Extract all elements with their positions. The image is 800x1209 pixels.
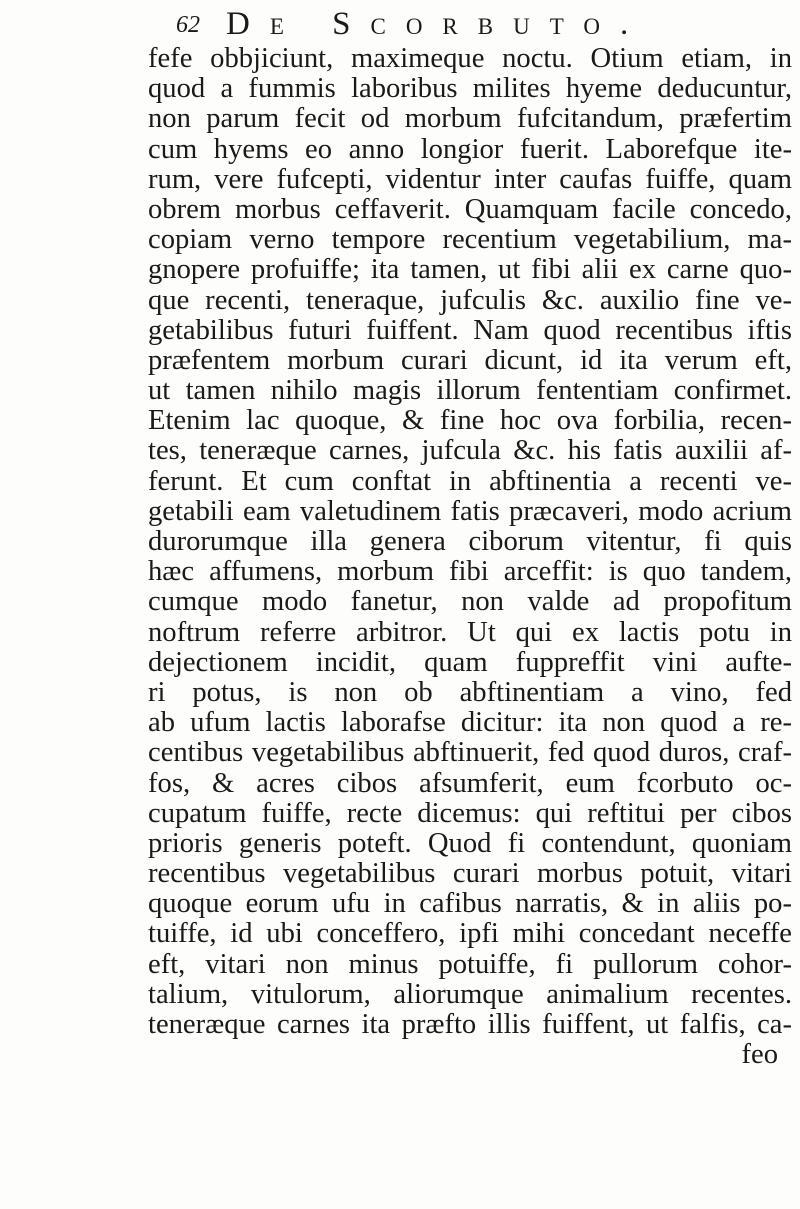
text-line: ab ufum lactis laborafse dicitur: ita non quod a re- [148, 708, 792, 739]
running-head [176, 6, 796, 46]
page-number: 62 [176, 12, 200, 38]
text-line: tes, teneræque carnes, jufcula &c. his fatis auxilii af- [148, 436, 792, 467]
text-line: fefe obbjiciunt, maximeque noctu. Otium etiam, in [148, 44, 792, 74]
text-line: obrem morbus ceffaverit. Quamquam facile concedo, [148, 194, 792, 225]
text-line: fos, & acres cibos afsumferit, eum fcorbuto oc- [148, 768, 792, 799]
text-line: ri potus, is non ob abftinentiam a vino, fed [148, 677, 792, 708]
text-line: talium, vitulorum, aliorumque animalium recentes. [148, 979, 792, 1010]
text-line: noftrum referre arbitror. Ut qui ex lactis potu in [148, 617, 792, 648]
text-line: præfentem morbum curari dicunt, id ita verum eft, [148, 345, 792, 376]
text-line: tuiffe, id ubi conceffero, ipfi mihi concedant neceffe [148, 919, 792, 950]
text-line: dejectionem incidit, quam fuppreffit vini aufte- [148, 647, 792, 678]
catchword: feo [741, 1040, 778, 1071]
text-line: Etenim lac quoque, & fine hoc ova forbilia, recen- [148, 406, 792, 437]
text-line: que recenti, teneraque, jufculis &c. auxilio fine ve- [148, 285, 792, 316]
text-line: cumque modo fanetur, non valde ad propofitum [148, 587, 792, 618]
text-line: non parum fecit od morbum fufcitandum, præfertim [148, 104, 792, 135]
text-line: getabilibus futuri fuiffent. Nam quod recentibus iftis [148, 315, 792, 346]
text-line: gnopere profuiffe; ita tamen, ut fibi alii ex carne quo- [148, 255, 792, 286]
text-line: ferunt. Et cum conftat in abftinentia a recenti ve- [148, 466, 792, 497]
text-line: cum hyems eo anno longior fuerit. Laborefque ite- [148, 134, 792, 165]
running-title: De Scorbuto. [226, 6, 649, 42]
text-line: copiam verno tempore recentium vegetabilium, ma- [148, 225, 792, 256]
text-line: durorumque illa genera ciborum vitentur, fi quis [148, 527, 792, 557]
text-line: centibus vegetabilibus abftinuerit, fed quod duros, craf- [148, 738, 792, 769]
text-line: getabili eam valetudinem fatis præcaveri, modo acrium [148, 496, 792, 527]
text-line: prioris generis poteft. Quod fi contendunt, quoniam [148, 828, 792, 859]
text-line: recentibus vegetabilibus curari morbus potuit, vitari [148, 859, 792, 890]
text-line: quod a fummis laboribus milites hyeme deducuntur, [148, 74, 792, 105]
text-line: teneræque carnes ita præfto illis fuiffent, ut falfis, ca- [148, 1010, 792, 1040]
text-line: ut tamen nihilo magis illorum fententiam confirmet. [148, 376, 792, 407]
text-line: rum, vere fufcepti, videntur inter caufas fuiffe, quam [148, 164, 792, 195]
body-text [148, 44, 792, 1070]
text-line: cupatum fuiffe, recte dicemus: qui reftitui per cibos [148, 798, 792, 829]
text-line: quoque eorum ufu in cafibus narratis, & in aliis po- [148, 889, 792, 920]
text-line: hæc affumens, morbum fibi arceffit: is quo tandem, [148, 557, 792, 588]
text-line: eft, vitari non minus potuiffe, fi pullorum cohor- [148, 949, 792, 980]
